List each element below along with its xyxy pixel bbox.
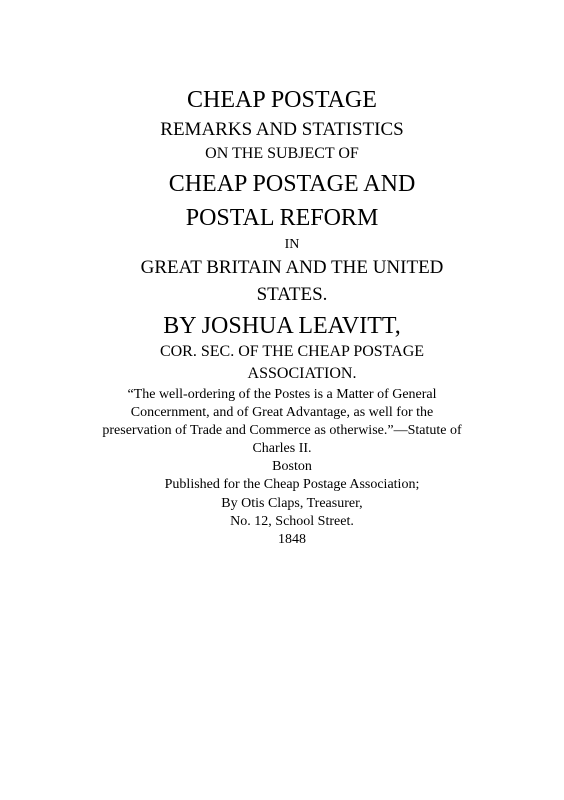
subtitle-line-3: CHEAP POSTAGE AND [168, 171, 416, 197]
imprint-place: Boston [272, 459, 312, 474]
subtitle-line-7: STATES. [256, 284, 328, 305]
author-title-2: ASSOCIATION. [247, 365, 357, 382]
epigraph-line-4: Charles II. [252, 441, 312, 456]
imprint-publisher-2: By Otis Claps, Treasurer, [221, 496, 363, 511]
subtitle-line-4: POSTAL REFORM [185, 205, 379, 231]
main-title: CHEAP POSTAGE [187, 87, 377, 113]
imprint-address: No. 12, School Street. [230, 514, 354, 529]
author-line: BY JOSHUA LEAVITT, [163, 313, 401, 339]
epigraph-line-2: Concernment, and of Great Advantage, as well for the [130, 405, 434, 420]
subtitle-line-5: IN [284, 237, 300, 252]
imprint-year: 1848 [278, 532, 306, 547]
epigraph-line-1: “The well-ordering of the Postes is a Matter of General [127, 387, 437, 402]
author-title-1: COR. SEC. OF THE CHEAP POSTAGE [159, 343, 425, 360]
epigraph-line-3: preservation of Trade and Commerce as otherwise.”—Statute of [102, 423, 462, 438]
subtitle-line-2: ON THE SUBJECT OF [205, 145, 359, 162]
imprint-publisher-1: Published for the Cheap Postage Association; [164, 477, 420, 492]
subtitle-line-6: GREAT BRITAIN AND THE UNITED [140, 257, 444, 278]
subtitle-line-1: REMARKS AND STATISTICS [160, 119, 404, 140]
